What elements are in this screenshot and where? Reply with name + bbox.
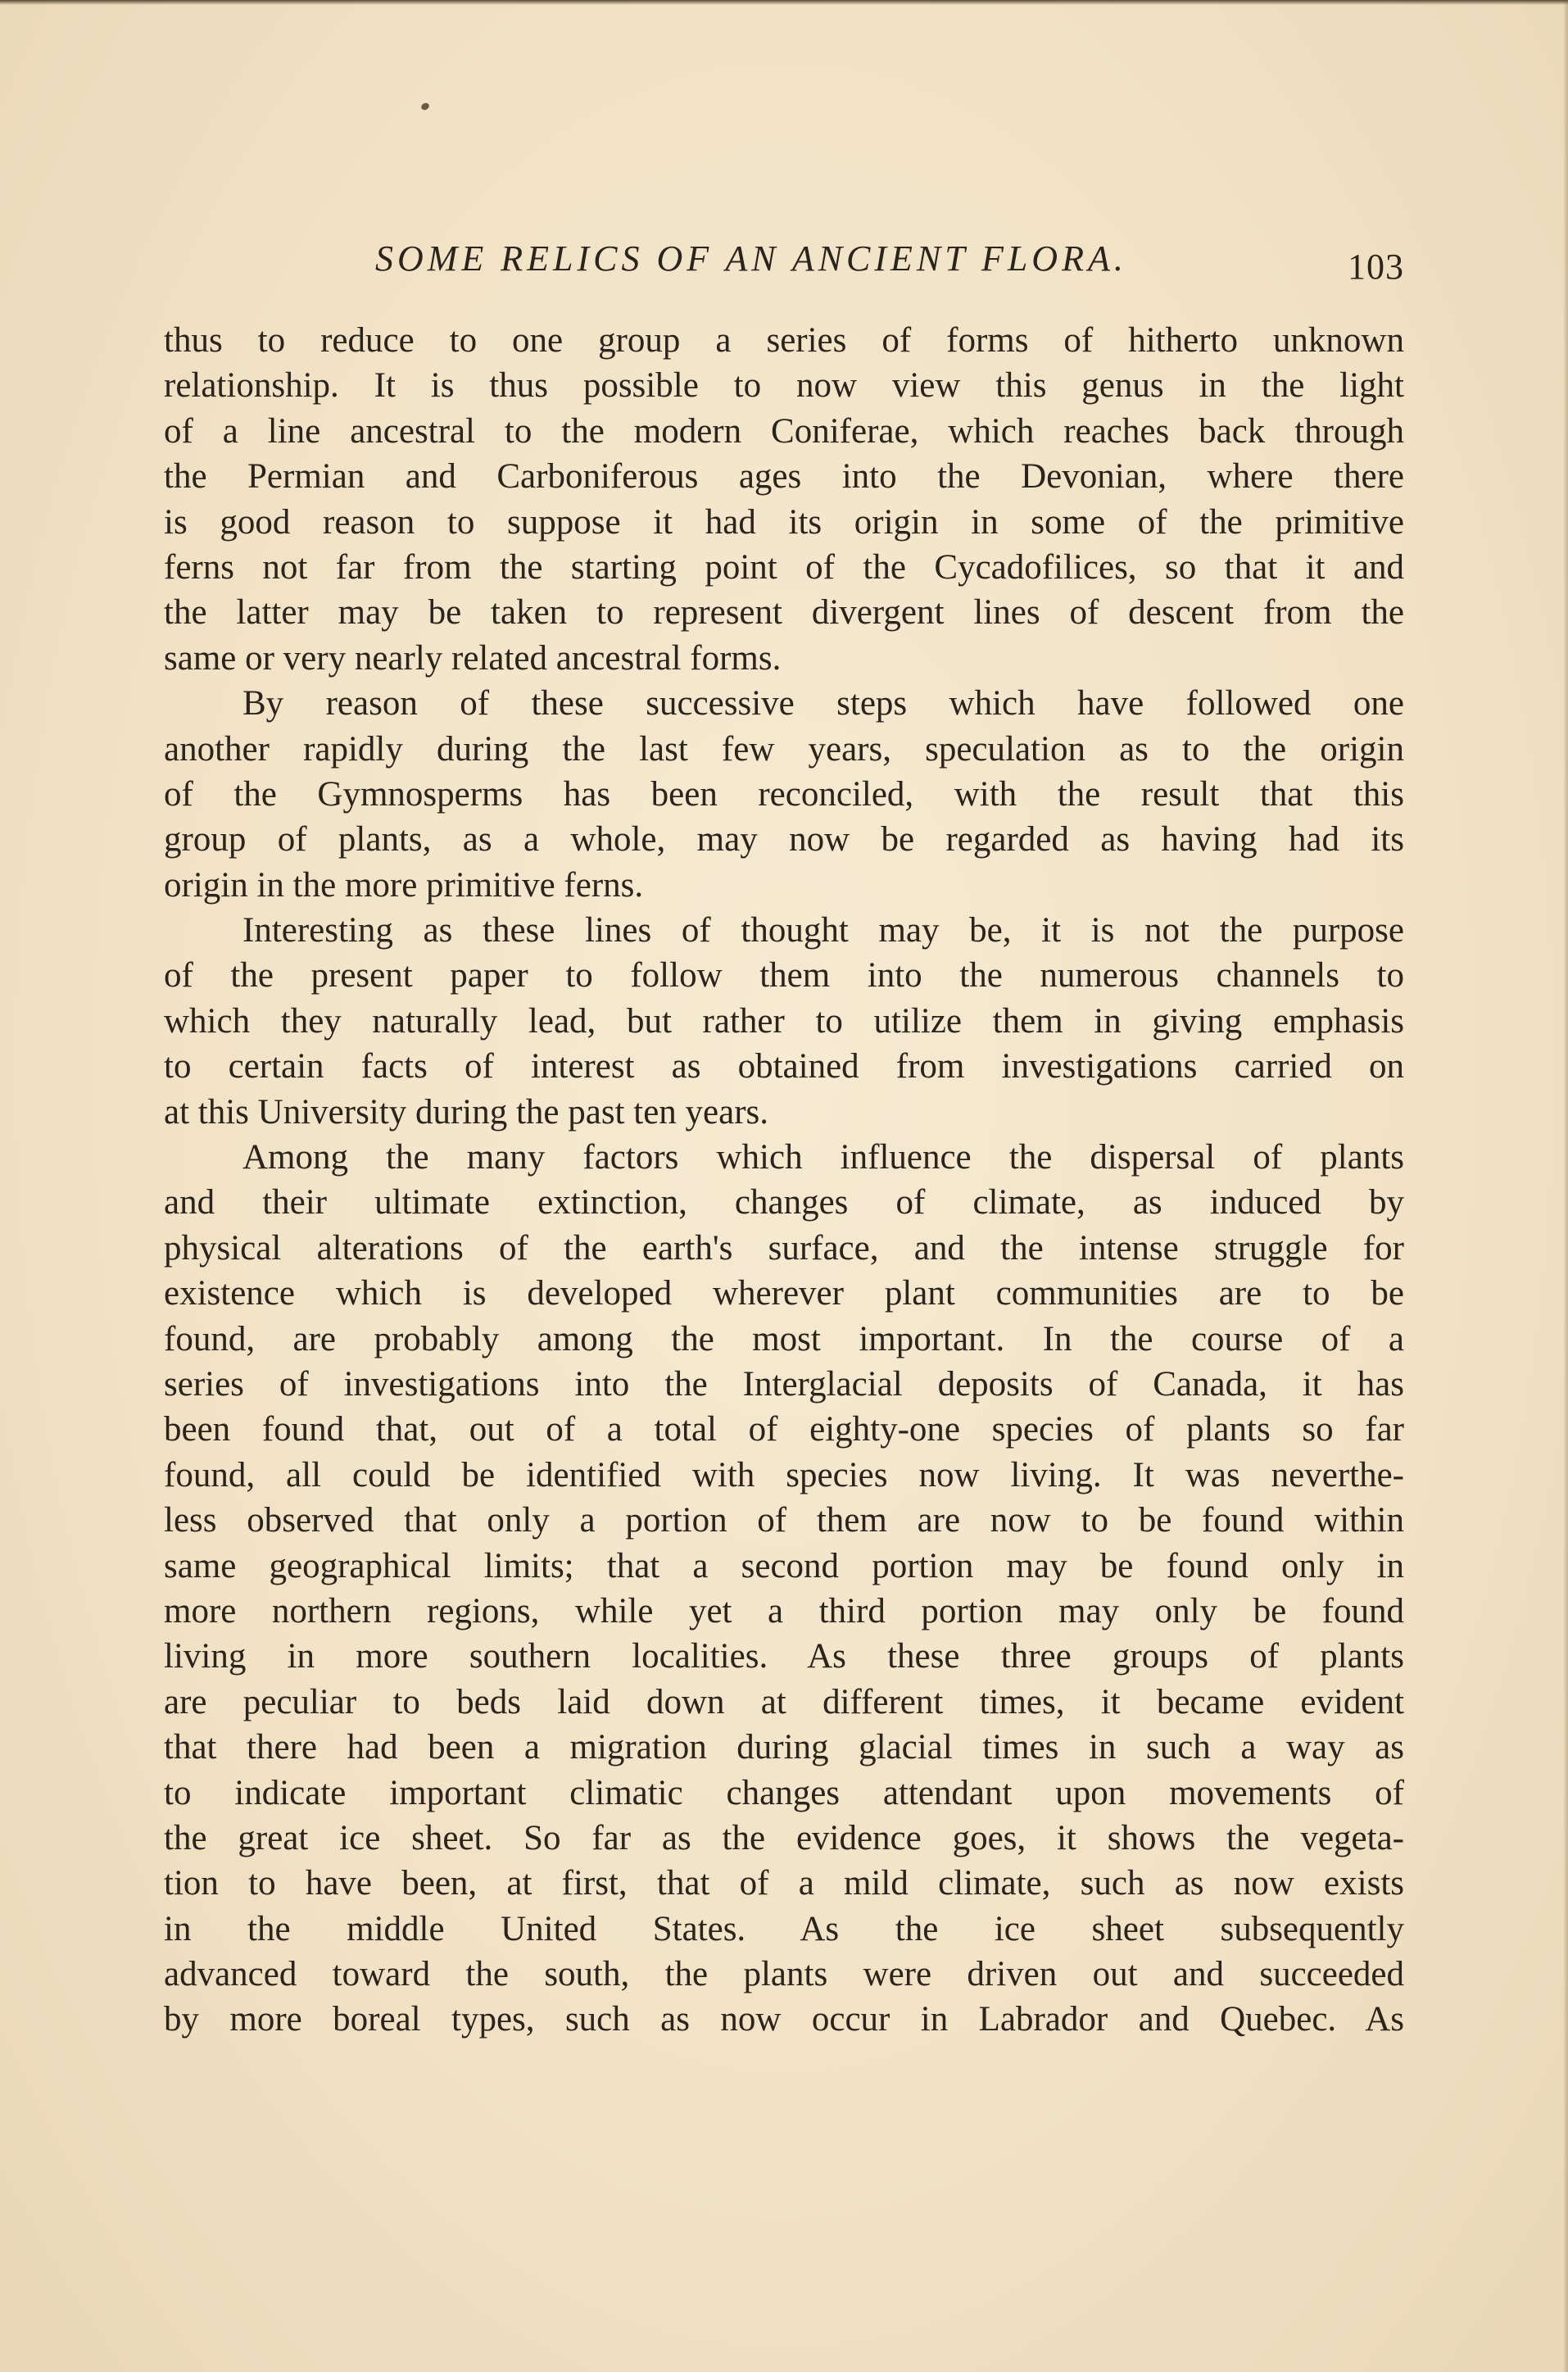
text-line: found, are probably among the most important. In the course of a	[164, 1319, 1404, 1358]
text-line: the Permian and Carboniferous ages into the Devonian, where there	[164, 457, 1404, 497]
page-right-edge	[1563, 0, 1568, 2372]
body-text	[164, 318, 1404, 2043]
text-line: in the middle United States. As the ice sheet subsequently	[164, 1909, 1404, 1948]
text-line: Interesting as these lines of thought may be, it is not the purpose	[242, 911, 1404, 950]
text-line: is good reason to suppose it had its origin in some of the primitive	[164, 502, 1404, 542]
text-line: advanced toward the south, the plants were driven out and succeeded	[164, 1955, 1404, 1994]
text-line: Among the many factors which influence the dispersal of plants	[242, 1138, 1404, 1177]
running-head	[164, 238, 1404, 295]
text-line: by more boreal types, such as now occur in Labrador and Quebec. As	[164, 2000, 1404, 2039]
ink-speck	[420, 102, 431, 111]
page-top-edge	[0, 0, 1568, 5]
text-line: same geographical limits; that a second portion may be found only in	[164, 1546, 1404, 1585]
text-line: relationship. It is thus possible to now view this genus in the light	[164, 366, 1404, 406]
text-line: By reason of these successive steps which have followed one	[242, 684, 1404, 723]
text-line: same or very nearly related ancestral forms.	[164, 638, 782, 678]
text-line: another rapidly during the last few years, speculation as to the origin	[164, 729, 1404, 769]
text-line: at this University during the past ten years.	[164, 1092, 769, 1132]
text-line: ferns not far from the starting point of the Cycadofilices, so that it and	[164, 547, 1404, 587]
running-title: SOME RELICS OF AN ANCIENT FLORA.	[375, 238, 1127, 279]
text-line: which they naturally lead, but rather to utilize them in giving emphasis	[164, 1001, 1404, 1041]
text-line: found, all could be identified with species now living. It was neverthe-	[164, 1455, 1404, 1494]
text-line: are peculiar to beds laid down at different times, it became evident	[164, 1682, 1404, 1721]
text-line: been found that, out of a total of eighty-one species of plants so far	[164, 1410, 1404, 1449]
text-line: and their ultimate extinction, changes of climate, as induced by	[164, 1183, 1404, 1222]
text-line: series of investigations into the Interglacial deposits of Canada, it has	[164, 1364, 1404, 1404]
text-line: tion to have been, at first, that of a mild climate, such as now exists	[164, 1864, 1404, 1903]
text-line: living in more southern localities. As these three groups of plants	[164, 1637, 1404, 1676]
text-line: of the Gymnosperms has been reconciled, with the result that this	[164, 774, 1404, 814]
text-line: more northern regions, while yet a third portion may only be found	[164, 1591, 1404, 1630]
text-line: physical alterations of the earth's surface, and the intense struggle for	[164, 1228, 1404, 1268]
text-line: existence which is developed wherever plant communities are to be	[164, 1274, 1404, 1313]
text-line: group of plants, as a whole, may now be regarded as having had its	[164, 820, 1404, 859]
text-line: that there had been a migration during glacial times in such a way as	[164, 1728, 1404, 1767]
text-line: of a line ancestral to the modern Coniferae, which reaches back through	[164, 411, 1404, 451]
text-line: of the present paper to follow them into the numerous channels to	[164, 956, 1404, 996]
page-number: 103	[1348, 247, 1404, 287]
text-line: origin in the more primitive ferns.	[164, 865, 644, 905]
text-line: to certain facts of interest as obtained from investigations carried on	[164, 1047, 1404, 1086]
text-line: the great ice sheet. So far as the evidence goes, it shows the vegeta-	[164, 1818, 1404, 1857]
text-line: less observed that only a portion of them are now to be found within	[164, 1501, 1404, 1540]
text-line: the latter may be taken to represent divergent lines of descent from the	[164, 593, 1404, 633]
text-line: thus to reduce to one group a series of forms of hitherto unknown	[164, 321, 1404, 360]
text-line: to indicate important climatic changes attendant upon movements of	[164, 1773, 1404, 1812]
